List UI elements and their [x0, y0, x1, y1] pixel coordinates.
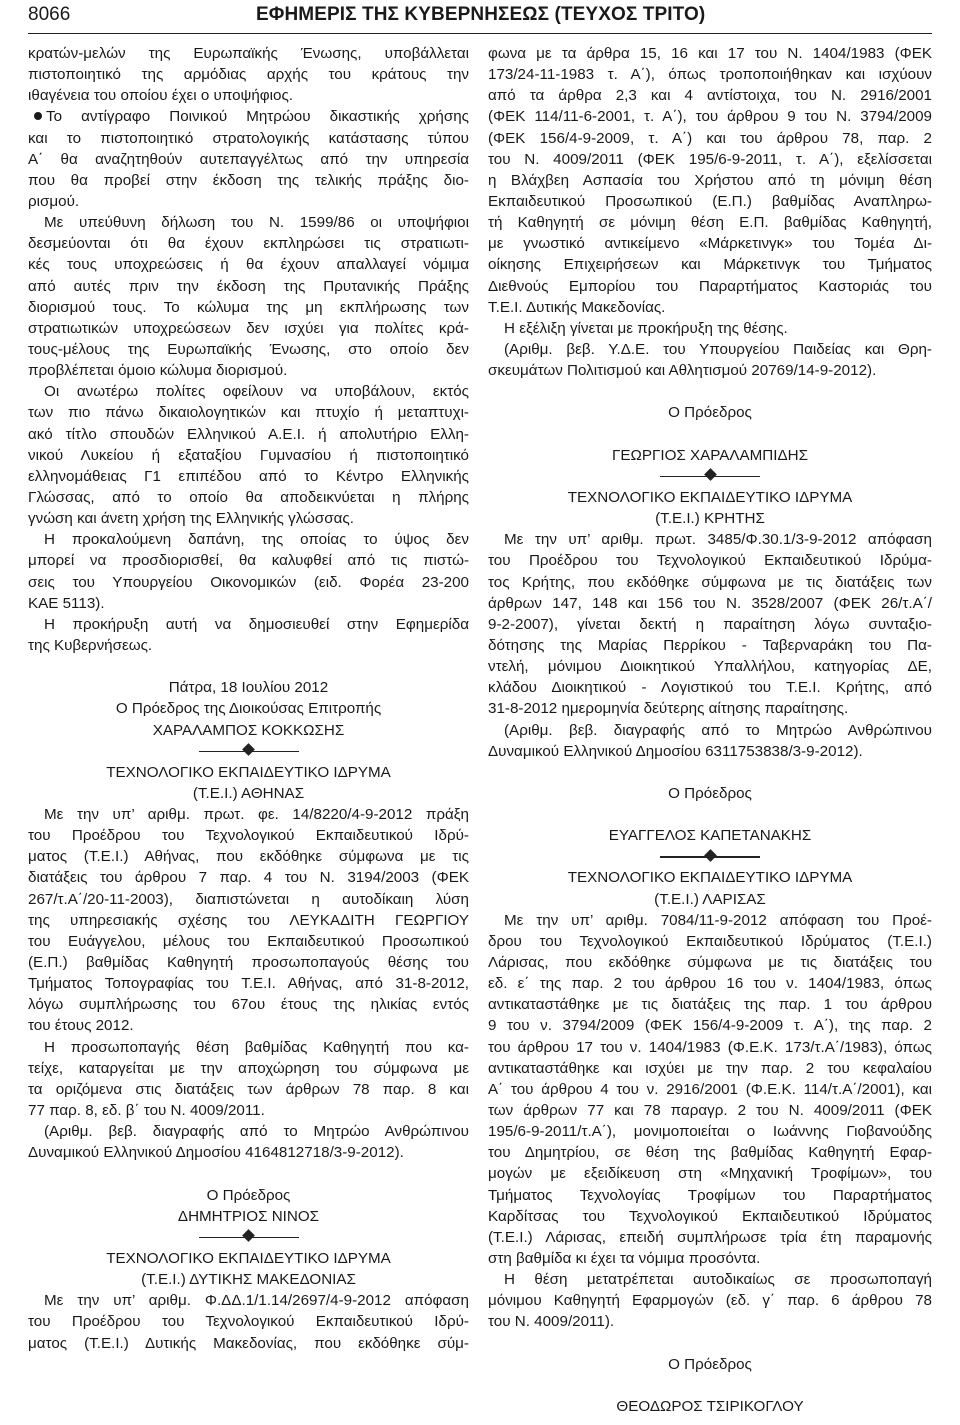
text-line: [488, 1290, 932, 1311]
line-text: του άρθρου 17 του ν. 1404/1983 (Φ.Ε.Κ. 173/τ.Α΄/1983), όπως: [488, 1038, 932, 1056]
right-column: [488, 43, 932, 1417]
text-line: [488, 931, 932, 952]
line-text: ΘΕΟΔΩΡΟΣ ΤΣΙΡΙΚΟΓΛΟΥ: [616, 1398, 804, 1415]
line-text: άρθρων 147, 148 και 156 του Ν. 3528/2007 (ΦΕΚ 26/τ.Α΄/: [488, 594, 932, 612]
text-line: [488, 572, 932, 593]
text-line: [28, 445, 469, 466]
text-line: [488, 1100, 932, 1121]
line-text: Η προκαλούμενη δαπάνη, της οποίας το ύψος δεν: [44, 531, 469, 549]
text-line: [28, 635, 469, 656]
text-line: [488, 720, 932, 741]
text-line: [488, 1185, 932, 1206]
text-line: [488, 973, 932, 994]
spacer: [28, 656, 469, 677]
line-text: τα οριζόμενα στις διατάξεις των άρθρων 78 παρ. 8 και: [28, 1080, 469, 1098]
text-line: [28, 1058, 469, 1079]
line-text: που θα προβεί στην έκδοση της τελικής πράξης διο-: [28, 171, 469, 189]
line-text: ματος (Τ.Ε.Ι.) Αθήνας, που εκδόθηκε σύμφωνα με τις: [28, 848, 469, 866]
line-text: από αυτές πριν την έκδοση της Πρυτανικής Πράξης: [28, 277, 469, 295]
text-line: [28, 85, 469, 106]
line-text: νικού Λυκείου ή εξαταξίου Γυμνασίου ή πιστοποιητικό: [28, 446, 469, 464]
centered-line: [28, 762, 469, 783]
line-text: από τα άρθρα 2,3 και 4 αντίστοιχα, του Ν. 2916/2001: [488, 87, 932, 105]
line-text: ΤΕΧΝΟΛΟΓΙΚΟ ΕΚΠΑΙΔΕΥΤΙΚΟ ΙΔΡΥΜΑ: [567, 869, 853, 887]
line-text: κλάδου Διοικητικού - Λογιστικού του Τ.Ε.Ι. Κρήτης, από: [488, 679, 932, 697]
line-text: Πάτρα, 18 Ιουλίου 2012: [168, 679, 329, 697]
line-text: Δυναμικού Ελληνικού Δημοσίου 4164812718/3-9-2012).: [28, 1144, 404, 1162]
text-line: [488, 952, 932, 973]
line-text: ΤΕΧΝΟΛΟΓΙΚΟ ΕΚΠΑΙΔΕΥΤΙΚΟ ΙΔΡΥΜΑ: [106, 1250, 391, 1268]
text-line: [488, 1227, 932, 1248]
line-text: δεσμεύονται ότι θα έχουν εκπληρώσει τις στρατιωτι-: [28, 235, 469, 253]
text-line: [28, 1333, 469, 1354]
text-line: [488, 1142, 932, 1163]
section-divider: [488, 466, 932, 487]
line-text: 267/τ.Α΄/20-11-2003), διαπιστώνεται η αυτοδίκαιη λύση: [28, 890, 469, 908]
text-line: [28, 804, 469, 825]
text-line: [28, 910, 469, 931]
text-line: [28, 1121, 469, 1142]
text-line: [488, 994, 932, 1015]
line-text: Τ.Ε.Ι. Δυτικής Μακεδονίας.: [488, 298, 666, 316]
line-text: ΔΗΜΗΤΡΙΟΣ ΝΙΝΟΣ: [177, 1207, 320, 1225]
line-text: τους-μέλους της Ευρωπαϊκής Ένωσης, στο οποίο δεν: [28, 340, 469, 358]
centered-line: [488, 783, 932, 804]
section-divider: [488, 846, 932, 867]
text-line: [28, 402, 469, 423]
line-text: Με την υπ’ αριθμ. πρωτ. φε. 14/8220/4-9-2012 πράξη: [44, 806, 469, 824]
text-line: [28, 1311, 469, 1332]
text-line: [28, 994, 469, 1015]
text-line: [28, 931, 469, 952]
line-text: Η εξέλιξη γίνεται με προκήρυξη της θέσης.: [504, 319, 788, 337]
centered-line: [488, 889, 932, 910]
text-line: [488, 360, 932, 381]
line-text: ρισμού.: [28, 192, 80, 210]
line-text: τή Καθηγητή σε μόνιμη θέση Ε.Π. βαθμίδας Καθηγητή,: [488, 214, 932, 232]
line-text: ιθαγένεια του οποίου έχει ο υποψήφιος.: [28, 87, 294, 105]
line-text: των άρθρων 77 και 78 παραγρ. 2 του Ν. 4009/2011 (ΦΕΚ: [488, 1102, 932, 1120]
text-line: [28, 952, 469, 973]
line-text: διατάξεις του άρθρου 7 παρ. 4 του Ν. 3194/2003 (ΦΕΚ: [28, 869, 469, 887]
centered-line: [28, 677, 469, 698]
line-text: Η θέση μετατρέπεται αυτοδικαίως σε προσωποπαγή: [504, 1271, 932, 1289]
line-text: (Τ.Ε.Ι.) ΔΥΤΙΚΗΣ ΜΑΚΕΔΟΝΙΑΣ: [141, 1271, 356, 1289]
spacer: [488, 424, 932, 445]
line-text: του Ευάγγελου, μέλους του Εκπαιδευτικού Προσωπικού: [28, 932, 469, 950]
text-line: [28, 297, 469, 318]
text-line: [28, 529, 469, 550]
text-line: [28, 572, 469, 593]
line-text: (ΦΕΚ 114/11-6-2001, τ. Α΄), του άρθρου 9 του Ν. 3794/2009: [488, 108, 932, 126]
line-text: και το πιστοποιητικό στρατολογικής κατάστασης τύπου: [28, 129, 469, 147]
line-text: (Τ.Ε.Ι.) ΚΡΗΤΗΣ: [655, 510, 765, 528]
line-text: ΤΕΧΝΟΛΟΓΙΚΟ ΕΚΠΑΙΔΕΥΤΙΚΟ ΙΔΡΥΜΑ: [106, 763, 391, 781]
text-line: [28, 1015, 469, 1036]
text-line: [488, 1311, 932, 1332]
line-text: Διεθνούς Εμπορίου του Παραρτήματος Καστοριάς του: [488, 277, 932, 295]
section-divider: [28, 1227, 469, 1248]
line-text: στη βαθμίδα κι έχει τα νόμιμα προσόντα.: [488, 1250, 761, 1268]
line-text: του Προέδρου του Τεχνολογικού Εκπαιδευτικού Ιδρύ-: [28, 1313, 469, 1331]
text-line: [488, 170, 932, 191]
line-text: ελληνομάθειας Γ1 επιπέδου από το Κέντρο Ελληνικής: [28, 467, 469, 485]
text-line: [488, 614, 932, 635]
line-text: Το αντίγραφο Ποινικού Μητρώου δικαστικής χρήσης: [46, 108, 469, 126]
line-text: (Τ.Ε.Ι.) Λάρισας, επειδή συμπλήρωσε τρία έτη παραμονής: [488, 1228, 932, 1246]
text-line: [488, 635, 932, 656]
spacer: [488, 804, 932, 825]
line-text: ΤΕΧΝΟΛΟΓΙΚΟ ΕΚΠΑΙΔΕΥΤΙΚΟ ΙΔΡΥΜΑ: [567, 488, 853, 506]
line-text: ΓΕΩΡΓΙΟΣ ΧΑΡΑΛΑΜΠΙΔΗΣ: [612, 446, 808, 464]
line-text: Η προκήρυξη αυτή να δημοσιευθεί στην Εφημερίδα: [44, 615, 469, 633]
line-text: της Κυβερνήσεως.: [28, 636, 153, 654]
line-text: Εκπαιδευτικού Προσωπικού (Ε.Π.) βαθμίδας Αναπληρω-: [488, 192, 932, 210]
page-header: [28, 0, 932, 34]
line-text: Με την υπ’ αριθμ. Φ.ΔΔ.1/1.14/2697/4-9-2012 απόφαση: [44, 1292, 469, 1310]
text-line: [28, 43, 469, 64]
line-text: Ο Πρόεδρος: [206, 1186, 291, 1204]
text-line: [488, 1015, 932, 1036]
line-text: 9 του ν. 3794/2009 (ΦΕΚ 156/4-9-2009 τ. Α΄), της παρ. 2: [488, 1017, 932, 1035]
line-text: (Αριθμ. βεβ. Υ.Δ.Ε. του Υπουργείου Παιδείας και Θρη-: [504, 340, 932, 358]
text-line: [28, 254, 469, 275]
diamond-icon: [704, 468, 717, 481]
text-line: [488, 910, 932, 931]
gazette-title: ΕΦΗΜΕΡΙΣ ΤΗΣ ΚΥΒΕΡΝΗΣΕΩΣ (ΤΕΥΧΟΣ ΤΡΙΤΟ): [256, 4, 706, 25]
line-text: Η προσωποπαγής θέση βαθμίδας Καθηγητή που κα-: [44, 1038, 469, 1056]
line-text: του Δημητρίου, σε θέση της βαθμίδας Καθηγητή Εφαρ-: [488, 1144, 932, 1162]
line-text: 31-8-2012 ημερομηνία δεύτερης αίτησης παραίτησης.: [488, 700, 849, 718]
text-line: [488, 64, 932, 85]
diamond-icon: [242, 1230, 255, 1243]
text-line: [488, 297, 932, 318]
line-text: (Αριθμ. βεβ. διαγραφής από το Μητρώο Ανθρώπινου: [44, 1123, 469, 1141]
line-text: με γνωστικό αντικείμενο «Μάρκετινγκ» του Τομέα Δι-: [488, 235, 932, 253]
page-number: 8066: [28, 4, 71, 25]
text-line: [488, 529, 932, 550]
text-line: [28, 149, 469, 170]
text-line: [28, 1142, 469, 1163]
text-line: [488, 593, 932, 614]
line-text: τος Κρήτης, που εκδόθηκε σύμφωνα με τις διατάξεις των: [488, 573, 932, 591]
text-line: [488, 1037, 932, 1058]
text-line: [488, 128, 932, 149]
line-text: προβλέπεται όμοιο κώλυμα διορισμού.: [28, 362, 288, 380]
text-line: [488, 318, 932, 339]
text-line: [28, 318, 469, 339]
centered-line: [488, 508, 932, 529]
line-text: (Τ.Ε.Ι.) ΑΘΗΝΑΣ: [192, 784, 305, 802]
line-text: 77 παρ. 8, εδ. β΄ του Ν. 4009/2011.: [28, 1102, 265, 1120]
line-text: αντικαταστάθηκε με τις διατάξεις της παρ. 1 του άρθρου: [488, 996, 932, 1014]
left-column: [28, 43, 469, 1354]
text-line: [488, 212, 932, 233]
centered-line: [488, 402, 932, 423]
line-text: μπορεί να προσδιορισθεί, θα καλυφθεί από τις πιστώ-: [28, 552, 469, 570]
line-text: ΧΑΡΑΛΑΜΠΟΣ ΚΟΚΚΩΣΗΣ: [152, 721, 345, 739]
centered-line: [488, 1354, 932, 1375]
text-line: [488, 741, 932, 762]
line-text: του Προέδρου του Τεχνολογικού Εκπαιδευτικού Ιδρύ-: [28, 827, 469, 845]
text-line: [488, 1163, 932, 1184]
text-line: [488, 85, 932, 106]
line-text: Τμήματος Τεχνολογίας Τροφίμων του Παραρτήματος: [488, 1186, 932, 1204]
line-text: Ο Πρόεδρος της Διοικούσας Επιτροπής: [115, 700, 382, 718]
line-text: κές τους υποχρεώσεις ή θα έχουν απαλλαγεί νόμιμα: [28, 256, 469, 274]
text-line: [28, 191, 469, 212]
text-line: [28, 1290, 469, 1311]
text-line: [28, 867, 469, 888]
text-line: [488, 106, 932, 127]
centered-line: [28, 783, 469, 804]
centered-line: [488, 487, 932, 508]
text-line: [28, 550, 469, 571]
line-text: Με υπεύθυνη δήλωση του Ν. 1599/86 οι υποψήφιοι: [44, 214, 469, 232]
spacer: [488, 1375, 932, 1396]
text-line: [488, 191, 932, 212]
line-text: ακό τίτλο σπουδών Ελληνικού Α.Ε.Ι. ή απολυτήριο Ελλη-: [28, 425, 469, 443]
line-text: Ο Πρόεδρος: [668, 404, 752, 422]
line-text: πιστοποιητικό της αρμόδιας αρχής του κράτους την: [28, 66, 469, 84]
centered-line: [488, 445, 932, 466]
diamond-icon: [242, 743, 255, 756]
line-text: τείχε, καταργείται με την αποχώρηση του σύμφωνα με: [28, 1059, 469, 1077]
spacer: [488, 1333, 932, 1354]
text-line: [28, 170, 469, 191]
line-text: η Βλάχβεη Ασπασία του Χρήστου από τη μόνιμη θέση: [488, 171, 932, 189]
text-line: [28, 466, 469, 487]
line-text: γνώση και άνετη χρήση της Ελληνικής γλώσσας.: [28, 510, 354, 528]
line-text: του Ν. 4009/2011).: [488, 1313, 615, 1331]
text-line: [488, 233, 932, 254]
text-line: [488, 1079, 932, 1100]
line-text: του έτους 2012.: [28, 1017, 134, 1035]
text-line: [28, 339, 469, 360]
text-line: [28, 128, 469, 149]
line-text: Τμήματος Τοπογραφίας του Τ.Ε.Ι. Αθήνας, από 31-8-2012,: [28, 975, 469, 993]
text-line: [488, 43, 932, 64]
text-line: [488, 149, 932, 170]
line-text: δότησης της Μαρίας Περρίκου - Ταβερναράκη του Πα-: [488, 636, 932, 654]
line-text: δρου του Τεχνολογικού Εκπαιδευτικού Ιδρύματος (Τ.Ε.Ι.): [488, 932, 932, 950]
line-text: Γλώσσας, από το οποίο θα αποδεικνύεται η πλήρης: [28, 488, 469, 506]
text-line: [28, 212, 469, 233]
text-line: [28, 424, 469, 445]
line-text: κρατών-μελών της Ευρωπαϊκής Ένωσης, υποβάλλεται: [28, 45, 469, 62]
line-text: φωνα με τα άρθρα 15, 16 και 17 του Ν. 1404/1983 (ΦΕΚ: [488, 45, 932, 62]
text-line: [28, 381, 469, 402]
line-text: 195/6-9-2011/τ.Α΄), μονιμοποιείται ο Ιωάννης Γιοβανούδης: [488, 1123, 932, 1141]
line-text: του Ν. 4009/2011 (ΦΕΚ 195/6-9-2011, τ. Α΄), εξελίσσεται: [488, 150, 932, 168]
text-line: [488, 339, 932, 360]
text-line: [28, 973, 469, 994]
spacer: [488, 381, 932, 402]
line-text: ντελή, μόνιμου Διοικητικού Υπαλλήλου, κατηγορίας ΔΕ,: [488, 658, 932, 676]
line-text: Οι ανωτέρω πολίτες οφείλουν να υποβάλουν, εκτός: [44, 383, 469, 401]
line-text: των πιο πάνω δικαιολογητικών και πτυχίο ή μεταπτυχι-: [28, 404, 469, 422]
text-line: [488, 1121, 932, 1142]
text-line: [28, 508, 469, 529]
text-line: [28, 233, 469, 254]
centered-line: [28, 1248, 469, 1269]
line-text: λόγω συμπλήρωσης του 67ου έτους της ηλικίας εντός: [28, 996, 469, 1014]
line-text: ΚΑΕ 5113).: [28, 594, 105, 612]
text-line: [488, 254, 932, 275]
text-line: [28, 360, 469, 381]
text-line: [488, 276, 932, 297]
diamond-icon: [704, 849, 717, 862]
centered-line: [28, 1185, 469, 1206]
text-line: [28, 487, 469, 508]
line-text: διορισμού τους. Το κώλυμα της μη εκπλήρωσης των: [28, 298, 469, 316]
text-line: [28, 1100, 469, 1121]
line-text: ΕΥΑΓΓΕΛΟΣ ΚΑΠΕΤΑΝΑΚΗΣ: [608, 827, 812, 845]
text-line: [28, 276, 469, 297]
line-text: Α΄ του άρθρου 4 του ν. 2916/2001 (Φ.Ε.Κ. 114/τ.Α΄/2001), και: [488, 1080, 932, 1098]
line-text: οίκησης Επιχειρήσεων και Μάρκετινγκ του Τμήματος: [488, 256, 932, 274]
text-line: [488, 1206, 932, 1227]
line-text: της υπηρεσιακής σχέσης του ΛΕΥΚΑΔΙΤΗ ΓΕΩΡΓΙΟΥ: [28, 911, 469, 929]
centered-line: [28, 1269, 469, 1290]
text-line: [28, 846, 469, 867]
line-text: (Τ.Ε.Ι.) ΛΑΡΙΣΑΣ: [654, 890, 766, 908]
centered-line: [488, 1396, 932, 1417]
text-line: [28, 1079, 469, 1100]
line-text: (Ε.Π.) βαθμίδας Καθηγητή προσωποπαγούς θέσης του: [28, 954, 469, 972]
text-line: [488, 1269, 932, 1290]
text-line: [488, 677, 932, 698]
line-text: Καρδίτσας του Τεχνολογικού Εκπαιδευτικού Ιδρύματος: [488, 1207, 932, 1225]
line-text: Δυναμικού Ελληνικού Δημοσίου 6311753838/3-9-2012).: [488, 742, 863, 760]
section-divider: [28, 741, 469, 762]
centered-line: [28, 698, 469, 719]
text-line: [488, 1248, 932, 1269]
line-text: σεις του Υπουργείου Οικονομικών (ειδ. Φορέα 23-200: [28, 573, 469, 591]
line-text: Με την υπ’ αριθμ. 7084/11-9-2012 απόφαση του Προέ-: [504, 911, 932, 929]
text-line: [488, 1058, 932, 1079]
centered-line: [488, 825, 932, 846]
text-line: [28, 64, 469, 85]
line-text: Με την υπ’ αριθμ. πρωτ. 3485/Φ.30.1/3-9-2012 απόφαση: [504, 531, 932, 549]
line-text: ματος (Τ.Ε.Ι.) Δυτικής Μακεδονίας, που εκδόθηκε σύμ-: [28, 1334, 469, 1352]
text-line: [488, 656, 932, 677]
spacer: [28, 1163, 469, 1184]
line-text: στρατιωτικών υποχρεώσεων δεν ισχύει για πολίτες κρά-: [28, 319, 469, 337]
line-text: του Προέδρου του Τεχνολογικού Εκπαιδευτικού Ιδρύμα-: [488, 552, 932, 570]
line-text: (Αριθμ. βεβ. διαγραφής από το Μητρώο Ανθρώπινου: [504, 721, 932, 739]
bullet-icon: [34, 112, 42, 120]
text-line: [28, 106, 469, 127]
text-line: [28, 593, 469, 614]
centered-line: [28, 720, 469, 741]
text-line: [28, 889, 469, 910]
line-text: 9-2-2007), γίνεται δεκτή η παραίτηση λόγω συνταξιο-: [488, 615, 932, 633]
centered-line: [28, 1206, 469, 1227]
line-text: Α΄ θα αναζητηθούν αυτεπαγγέλτως από την υπηρεσία: [28, 150, 469, 168]
text-line: [28, 614, 469, 635]
line-text: μογών με εξειδίκευση στη «Μηχανική Τροφίμων», του: [488, 1165, 932, 1183]
line-text: 173/24-11-1983 τ. Α΄), όπως τροποποιήθηκαν και ισχύουν: [488, 66, 932, 84]
text-line: [28, 1037, 469, 1058]
text-line: [488, 550, 932, 571]
text-line: [28, 825, 469, 846]
line-text: μόνιμου Καθηγητή Εφαρμογών (εδ. γ΄ παρ. 6 άρθρου 78: [488, 1292, 932, 1310]
text-line: [488, 698, 932, 719]
line-text: αντικαταστάθηκε και ισχύει με την παρ. 2 του κεφαλαίου: [488, 1059, 932, 1077]
line-text: Λάρισας, που εκδόθηκε σύμφωνα με τις διατάξεις του: [488, 954, 932, 972]
line-text: Ο Πρόεδρος: [668, 1355, 752, 1373]
line-text: εδ. ε΄ της παρ. 2 του άρθρου 16 του ν. 1404/1983, όπως: [488, 975, 932, 993]
line-text: (ΦΕΚ 156/4-9-2009, τ. Α΄) και του άρθρου 78, παρ. 2: [488, 129, 932, 147]
line-text: Ο Πρόεδρος: [668, 784, 752, 802]
centered-line: [488, 867, 932, 888]
line-text: σκευμάτων Πολιτισμού και Αθλητισμού 20769/14-9-2012).: [488, 362, 877, 380]
spacer: [488, 762, 932, 783]
